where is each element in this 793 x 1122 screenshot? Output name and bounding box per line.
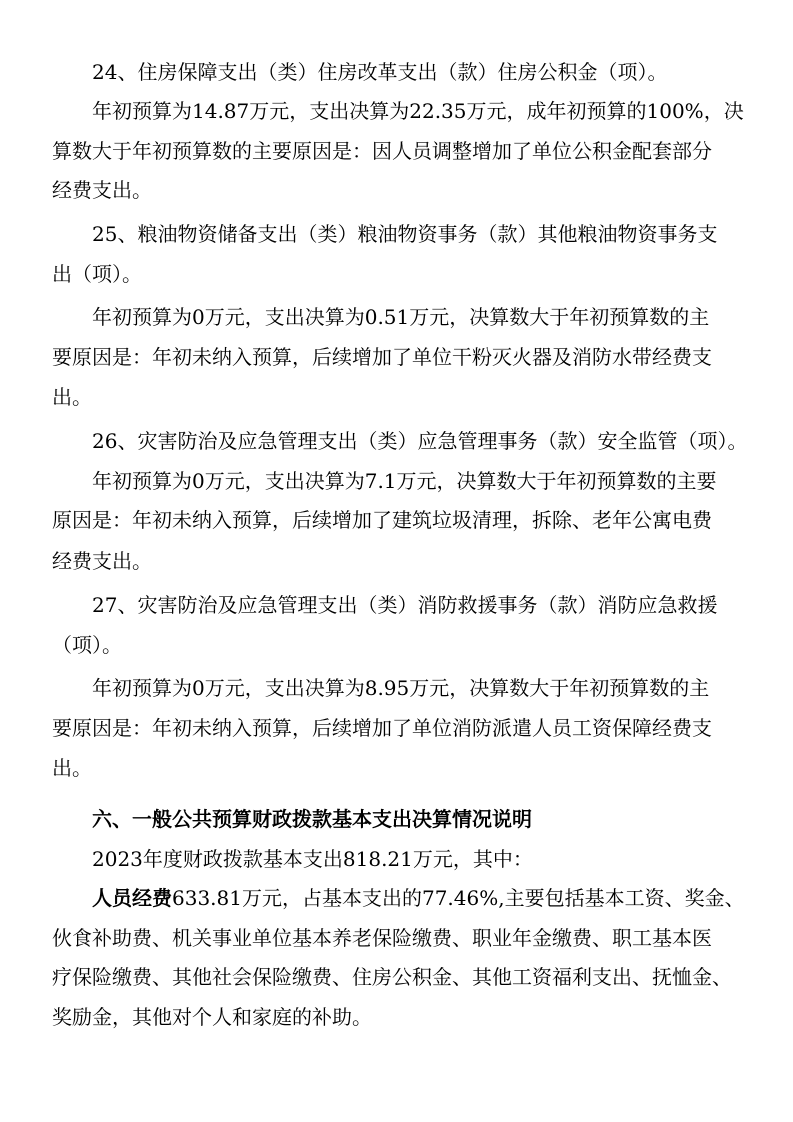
section-24-body-line-2: 算数大于年初预算数的主要原因是：因人员调整增加了单位公积金配套部分 xyxy=(52,139,712,163)
section-6-heading: 六、一般公共预算财政拨款基本支出决算情况说明 xyxy=(92,807,532,831)
personnel-expense-line-1 xyxy=(92,884,745,912)
personnel-expense-label: 人员经费 xyxy=(92,886,172,910)
section-25-body-line-1: 年初预算为0万元，支出决算为0.51万元，决算数大于年初预算数的主 xyxy=(92,305,710,329)
section-25-body-line-2: 要原因是：年初未纳入预算，后续增加了单位干粉灭火器及消防水带经费支 xyxy=(52,345,712,369)
section-24-title: 24、住房保障支出（类）住房改革支出（款）住房公积金（项）。 xyxy=(92,60,668,84)
section-27-body-line-3: 出。 xyxy=(52,756,92,780)
section-26-body-line-2: 原因是：年初未纳入预算，后续增加了建筑垃圾清理，拆除、老年公寓电费 xyxy=(52,508,712,532)
section-25-title-line-2: 出（项）。 xyxy=(52,262,142,286)
personnel-expense-line-4: 奖励金，其他对个人和家庭的补助。 xyxy=(52,1005,372,1029)
section-26-body-line-3: 经费支出。 xyxy=(52,549,152,573)
section-27-body-line-2: 要原因是：年初未纳入预算，后续增加了单位消防派遣人员工资保障经费支 xyxy=(52,716,712,740)
section-26-body-line-1: 年初预算为0万元，支出决算为7.1万元，决算数大于年初预算数的主要 xyxy=(92,469,717,493)
section-24-body-line-1: 年初预算为14.87万元，支出决算为22.35万元，成年初预算的100%，决 xyxy=(92,99,744,123)
section-26-title: 26、灾害防治及应急管理支出（类）应急管理事务（款）安全监管（项）。 xyxy=(92,429,748,453)
section-27-body-line-1: 年初预算为0万元，支出决算为8.95万元，决算数大于年初预算数的主 xyxy=(92,676,710,700)
section-27-title-line-1: 27、灾害防治及应急管理支出（类）消防救援事务（款）消防应急救援 xyxy=(92,593,718,617)
section-25-body-line-3: 出。 xyxy=(52,385,92,409)
section-25-title-line-1: 25、粮油物资储备支出（类）粮油物资事务（款）其他粮油物资事务支 xyxy=(92,222,718,246)
section-6-summary: 2023年度财政拨款基本支出818.21万元，其中： xyxy=(92,847,533,871)
section-24-body-line-3: 经费支出。 xyxy=(52,178,152,202)
personnel-expense-line-3: 疗保险缴费、其他社会保险缴费、住房公积金、其他工资福利支出、抚恤金、 xyxy=(52,965,732,989)
section-27-title-line-2: （项）。 xyxy=(52,633,122,657)
personnel-expense-line-2: 伙食补助费、机关事业单位基本养老保险缴费、职业年金缴费、职工基本医 xyxy=(52,926,712,950)
personnel-expense-line-1-text: 633.81万元，占基本支出的77.46%,主要包括基本工资、奖金、 xyxy=(172,886,745,910)
